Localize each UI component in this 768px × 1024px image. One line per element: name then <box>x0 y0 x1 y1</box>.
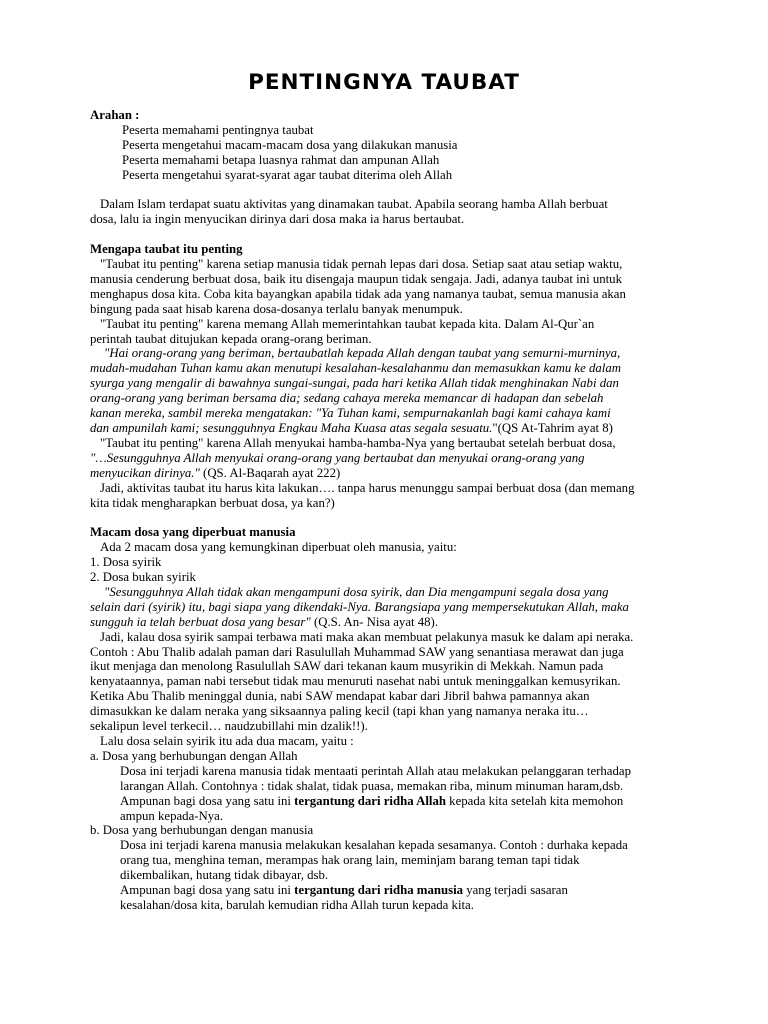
emphasis-text: tergantung dari ridha Allah <box>294 793 446 808</box>
paragraph-line: menghapus dosa kita. Coba kita bayangkan apabila tidak ada yang namanya taubat, semua manusia akan <box>90 286 626 301</box>
intro-line: Dalam Islam terdapat suatu aktivitas yang dinamakan taubat. Apabila seorang hamba Allah berbuat <box>100 197 608 212</box>
arahan-heading: Arahan : <box>90 108 140 122</box>
paragraph-line: Ada 2 macam dosa yang kemungkinan diperbuat oleh manusia, yaitu: <box>100 540 457 555</box>
paragraph-line: Contoh : Abu Thalib adalah paman dari Rasulullah Muhammad SAW yang senantiasa merawat dan juga <box>90 644 624 659</box>
list-item: 2. Dosa bukan syirik <box>90 570 196 585</box>
quote-line: mudah-mudahan Tuhan kamu akan menutupi kesalahan-kesalahanmu dan memasukkan kamu ke dalam <box>90 361 621 376</box>
subitem-line: Ampunan bagi dosa yang satu ini tergantung dari ridha manusia yang terjadi sasaran <box>120 883 568 898</box>
arahan-item: Peserta mengetahui syarat-syarat agar taubat diterima oleh Allah <box>122 167 453 182</box>
paragraph-line: kenyataannya, paman nabi tersebut tidak mau menuruti nasehat nabi untuk meninggalkan kemusyrikan. <box>90 674 621 689</box>
paragraph-line: kita tidak mengharapkan berbuat dosa, ya kan?) <box>90 495 335 510</box>
quote-line: selain dari (syirik) itu, bagi siapa yang dikendaki-Nya. Barangsiapa yang mempersekutukan Allah, maka <box>90 599 629 614</box>
paragraph-line: Ketika Abu Thalib meninggal dunia, nabi SAW mendapat kabar dari Jibril bahwa pamannya akan <box>90 689 590 704</box>
paragraph-line: bingung pada saat hisab karena dosa-dosanya terlalu banyak menumpuk. <box>90 301 463 316</box>
quote-reference: (QS. Al-Baqarah ayat 222) <box>199 465 341 480</box>
paragraph-line: manusia cenderung berbuat dosa, baik itu disengaja maupun tidak sengaja. Jadi, adanya taubat ini untuk <box>90 271 622 286</box>
quote-line: "…Sesungguhnya Allah menyukai orang-orang yang bertaubat dan menyukai orang-orang yang <box>90 450 585 465</box>
section-heading-sin-types: Macam dosa yang diperbuat manusia <box>90 525 296 540</box>
subitem-line: dikembalikan, hutang tidak dibayar, dsb. <box>120 868 329 883</box>
quote-line: menyucikan dirinya." <box>90 465 200 480</box>
paragraph-line: dimasukkan ke dalam neraka yang siksaannya paling kecil (tapi khan yang namanya neraka itu… <box>90 704 589 719</box>
subitem-line: larangan Allah. Contohnya : tidak shalat, tidak puasa, memakan riba, minum minuman haram,dsb. <box>120 778 624 793</box>
quote-line: orang-orang yang beriman bersama dia; sedang cahaya mereka memancar di hadapan dan sebelah <box>90 391 604 406</box>
quote-reference: (Q.S. An- Nisa ayat 48). <box>310 614 439 629</box>
intro-line: dosa, lalu ia ingin menyucikan dirinya dari dosa maka ia harus bertaubat. <box>90 212 465 227</box>
quote-line: dan ampunilah kami; sesungguhnya Engkau Maha Kuasa atas segala sesuatu. <box>90 421 493 435</box>
paragraph-line: Jadi, kalau dosa syirik sampai terbawa mati maka akan membuat pelakunya masuk ke dalam api neraka. <box>100 629 634 644</box>
emphasis-text: tergantung dari ridha manusia <box>294 883 464 898</box>
quote-line: syurga yang mengalir di bawahnya sungai-sungai, pada hari ketika Allah tidak menghinakan Nabi dan <box>90 376 619 391</box>
subitem-line: orang tua, menghina teman, merampas hak orang lain, meminjam barang teman tapi tidak <box>120 853 580 868</box>
list-item: 1. Dosa syirik <box>90 555 162 570</box>
subitem-line: kesalahan/dosa kita, barulah kemudian ridha Allah turun kepada kita. <box>120 897 474 912</box>
subitem-label: a. Dosa yang berhubungan dengan Allah <box>90 748 298 763</box>
document-body <box>90 108 680 913</box>
paragraph-line: perintah taubat ditujukan kepada orang-orang beriman. <box>90 331 372 346</box>
subitem-line: ampun kepada-Nya. <box>120 808 224 823</box>
paragraph-line: "Taubat itu penting" karena setiap manusia tidak pernah lepas dari dosa. Setiap saat atau setiap waktu, <box>100 257 623 272</box>
arahan-item: Peserta memahami betapa luasnya rahmat dan ampunan Allah <box>122 152 440 167</box>
paragraph-line: "Taubat itu penting" karena Allah menyukai hamba-hamba-Nya yang bertaubat setelah berbuat dosa, <box>100 435 616 450</box>
quote-line: sungguh ia telah berbuat dosa yang besar" <box>90 614 311 629</box>
section-heading-importance: Mengapa taubat itu penting <box>90 242 243 257</box>
paragraph-line: Jadi, aktivitas taubat itu harus kita lakukan…. tanpa harus menunggu sampai berbuat dosa (dan memang <box>100 480 635 495</box>
quote-line: kanan mereka, sambil mereka mengatakan: "Ya Tuhan kami, sempurnakanlah bagi kami cahaya kami <box>90 406 611 421</box>
quote-line: "Sesungguhnya Allah tidak akan mengampuni dosa syirik, dan Dia mengampuni segala dosa yang <box>104 584 609 599</box>
page-title: PENTINGNYA TAUBAT <box>248 70 520 95</box>
quote-line: "Hai orang-orang yang beriman, bertaubatlah kepada Allah dengan taubat yang semurni-murninya, <box>104 346 621 361</box>
arahan-item: Peserta memahami pentingnya taubat <box>122 122 314 137</box>
quote-reference: "(QS At-Tahrim ayat 8) <box>492 421 613 435</box>
arahan-item: Peserta mengetahui macam-macam dosa yang dilakukan manusia <box>122 137 458 152</box>
subitem-line: Dosa ini terjadi karena manusia tidak mentaati perintah Allah atau melakukan pelanggaran terhadap <box>120 763 631 778</box>
paragraph-line: sekalipun level terkecil… naudzubillahi min dzalik!!). <box>90 719 368 734</box>
subitem-line: Dosa ini terjadi karena manusia melakukan kesalahan kepada sesamanya. Contoh : durhaka kepada <box>120 838 628 853</box>
subitem-label: b. Dosa yang berhubungan dengan manusia <box>90 823 314 838</box>
subitem-line: Ampunan bagi dosa yang satu ini tergantung dari ridha Allah kepada kita setelah kita memohon <box>120 793 624 808</box>
paragraph-line: "Taubat itu penting" karena memang Allah memerintahkan taubat kepada kita. Dalam Al-Qur`an <box>100 316 595 331</box>
paragraph-line: ikut menjaga dan menolong Rasulullah SAW dari tekanan kaum musyrikin di Mekkah. Namun pada <box>90 659 604 674</box>
paragraph-line: Lalu dosa selain syirik itu ada dua macam, yaitu : <box>100 734 354 749</box>
